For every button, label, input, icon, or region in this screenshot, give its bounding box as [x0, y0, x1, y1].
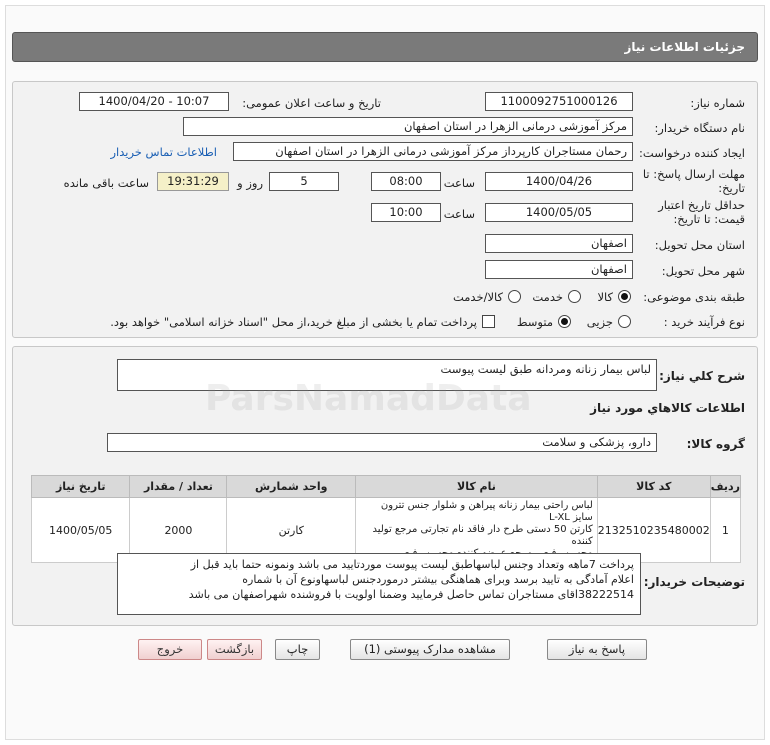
- payment-note: پرداخت تمام یا بخشی از مبلغ خرید،از محل "اسناد خزانه اسلامی" خواهد بود.: [110, 315, 477, 329]
- cell-code: 2132510235480002: [597, 498, 710, 563]
- reply-button[interactable]: پاسخ به نیاز: [547, 639, 647, 660]
- col-unit: واحد شمارش: [227, 476, 356, 498]
- city-label: شهر محل تحویل:: [661, 264, 745, 278]
- price-validity-label: حداقل تاریخ اعتبار: [658, 198, 745, 212]
- print-button[interactable]: چاپ: [275, 639, 320, 660]
- category-both-label: کالا/خدمت: [452, 290, 503, 304]
- general-desc-field[interactable]: لباس بیمار زنانه ومردانه طبق لیست پیوست: [117, 359, 657, 391]
- process-label: نوع فرآیند خرید :: [663, 315, 745, 329]
- category-label: طبقه بندی موضوعی:: [643, 290, 745, 304]
- reply-time-label: ساعت: [443, 176, 475, 190]
- exit-button[interactable]: خروج: [138, 639, 202, 660]
- announce-label: تاریخ و ساعت اعلان عمومی:: [242, 96, 381, 110]
- goods-info-title: اطلاعات کالاهاي مورد نياز: [590, 401, 745, 415]
- category-service-label: خدمت: [532, 290, 563, 304]
- cell-unit: کارتن: [227, 498, 356, 563]
- reply-deadline-label-2: تاریخ:: [718, 181, 745, 195]
- details-panel: [12, 81, 758, 338]
- price-validity-label-2: قیمت: تا تاریخ:: [673, 212, 745, 226]
- process-minor-label: جزیی: [586, 315, 613, 329]
- province-label: استان محل تحویل:: [654, 238, 745, 252]
- goods-group-label: گروه کالا:: [686, 437, 745, 451]
- creator-field[interactable]: رحمان مستاجران کارپرداز مرکز آموزشی درمانی الزهرا در استان اصفهان: [233, 142, 633, 161]
- reply-deadline-label: مهلت ارسال پاسخ: تا: [642, 167, 745, 181]
- buyer-org-label: نام دستگاه خریدار:: [654, 121, 745, 135]
- validity-date-field[interactable]: 1400/05/05: [485, 203, 633, 222]
- col-row: ردیف: [710, 476, 740, 498]
- table-header-row: [32, 476, 741, 498]
- validity-time-field[interactable]: 10:00: [371, 203, 441, 222]
- creator-label: ایجاد کننده درخواست:: [639, 146, 745, 160]
- category-both-radio[interactable]: [508, 290, 521, 303]
- process-medium-radio[interactable]: [558, 315, 571, 328]
- attachments-button[interactable]: مشاهده مدارک پیوستی (1): [350, 639, 510, 660]
- summary-panel: [12, 346, 758, 626]
- general-desc-label: شرح کلي نياز:: [659, 369, 745, 383]
- announce-field[interactable]: 1400/04/20 - 10:07: [79, 92, 229, 111]
- buyer-notes-label: توضیحات خریدار:: [643, 575, 745, 589]
- buyer-contact-link[interactable]: اطلاعات تماس خریدار: [110, 145, 217, 159]
- remaining-time-field: 19:31:29: [157, 172, 229, 191]
- need-number-label: شماره نیاز:: [690, 96, 745, 110]
- category-service-radio[interactable]: [568, 290, 581, 303]
- category-goods-label: کالا: [597, 290, 613, 304]
- col-name: نام کالا: [356, 476, 598, 498]
- days-label: روز و: [237, 176, 263, 190]
- buyer-notes-line1: پرداخت 7ماهه وتعداد وجنس لباسهاطبق لیست پیوست موردتایید می باشد ونمونه حتما باید قبل از: [190, 558, 634, 571]
- province-field[interactable]: اصفهان: [485, 234, 633, 253]
- validity-time-label: ساعت: [443, 207, 475, 221]
- goods-group-field[interactable]: دارو، پزشکی و سلامت: [107, 433, 657, 452]
- reply-time-field[interactable]: 08:00: [371, 172, 441, 191]
- buyer-notes-line2: اعلام آمادگی به تایید برسد وبرای هماهنگی بیشتر درموردجنس لباسهاونوع آن با شماره: [242, 573, 634, 586]
- treasury-checkbox[interactable]: [482, 315, 495, 328]
- cell-date: 1400/05/05: [32, 498, 130, 563]
- cell-qty: 2000: [130, 498, 227, 563]
- need-number-field[interactable]: 1100092751000126: [485, 92, 633, 111]
- cell-name-line1: لباس راحتی بیمار زنانه پیراهن و شلوار جنس تترون سایز L-XL: [380, 500, 593, 523]
- col-code: کد کالا: [597, 476, 710, 498]
- cell-row: 1: [710, 498, 740, 563]
- page-title: جزئیات اطلاعات نیاز: [12, 32, 758, 62]
- process-medium-label: متوسط: [516, 315, 553, 329]
- cell-name-line2: کارتن 50 دستی طرح دار فاقد نام تجارتی مرجع تولید کننده: [372, 524, 593, 547]
- process-minor-radio[interactable]: [618, 315, 631, 328]
- remaining-days-field[interactable]: 5: [269, 172, 339, 191]
- col-qty: تعداد / مقدار: [130, 476, 227, 498]
- back-button[interactable]: بازگشت: [207, 639, 262, 660]
- goods-table: [31, 475, 741, 563]
- reply-date-field[interactable]: 1400/04/26: [485, 172, 633, 191]
- col-date: تاریخ نیاز: [32, 476, 130, 498]
- category-goods-radio[interactable]: [618, 290, 631, 303]
- buyer-org-field[interactable]: مرکز آموزشی درمانی الزهرا در استان اصفهان: [183, 117, 633, 136]
- remaining-label: ساعت باقی مانده: [63, 176, 149, 190]
- buyer-notes-line3: 38222514اقای مستاجران تماس حاصل فرمایید وضمنا اولویت با فروشنده شهراصفهان می باشد: [188, 588, 634, 601]
- buyer-notes-box: [117, 553, 641, 615]
- city-field[interactable]: اصفهان: [485, 260, 633, 279]
